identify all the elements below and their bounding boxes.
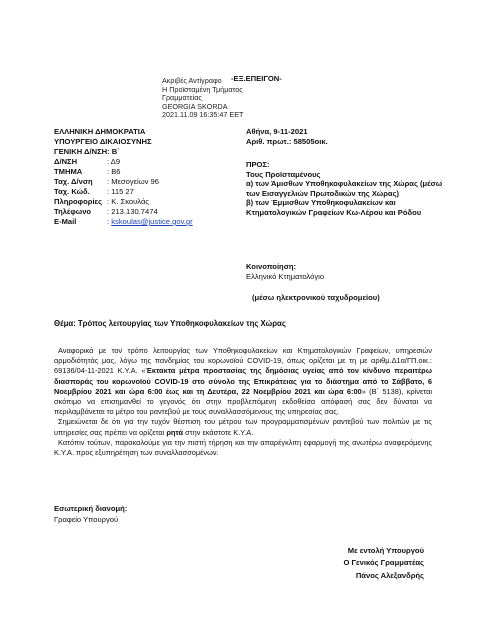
document-meta	[246, 127, 328, 147]
closing-signature	[0, 545, 424, 582]
recipients-heading: ΠΡΟΣ:	[246, 160, 270, 169]
issuer-field-row	[54, 177, 193, 187]
subject-line: Θέμα: Τρόπος λειτουργίας των Υποθηκοφυλακείων της Χώρας	[54, 319, 286, 328]
notification-block	[246, 262, 324, 282]
closing-line: Με εντολή Υπουργού	[347, 546, 424, 555]
signature-line: Ακριβές Αντίγραφο	[162, 76, 222, 85]
issuer-header	[54, 127, 193, 227]
field-key: Ταχ. Κώδ.	[54, 187, 90, 196]
body-text: Σημειώνεται δε ότι για την τυχόν θέσπιση του μέτρου των προγραμματισμένων ραντεβού των πολιτών με τις υπηρεσίες σας πρέπει να ορίζεται	[54, 417, 432, 437]
body-paragraph	[54, 346, 432, 417]
field-key: E-Mail	[54, 217, 77, 226]
field-key: ΤΜΗΜΑ	[54, 167, 83, 176]
email-separator: :	[107, 217, 112, 226]
body-bold-text: ρητά	[166, 427, 184, 437]
field-value: : 115 27	[107, 187, 134, 196]
delivery-method: (μέσω ηλεκτρονικού ταχυδρομείου)	[252, 293, 380, 302]
issuer-field-row	[54, 157, 193, 167]
internal-distribution	[54, 504, 127, 525]
recipient-item: β) των Έμμισθων Υποθηκοφυλακείων και Κτηματολογικών Γραφείων Κω-Λέρου και Ρόδου	[246, 198, 422, 217]
body-paragraph: Κατόπιν τούτων, παρακαλούμε για την πιστή τήρηση και την απαρέγκλιτη εφαρμογή της ανωτέρω αναφερόμενης Κ.Υ.Α. προς εξυπηρέτηση των συναλλασσομένων.	[54, 437, 432, 458]
field-key: Ταχ. Δ/νση	[54, 177, 93, 186]
signature-timestamp: 2021.11.09 16:35:47 EET	[162, 110, 244, 120]
signature-line: GEORGIA SKORDA	[162, 101, 228, 111]
signature-line: Γραμματείας	[162, 93, 202, 103]
body-bold-text: Έκτακτα μέτρα προστασίας της δημόσιας υγείας από τον κίνδυνο περαιτέρω διασποράς του κορωνοϊού COVID-19 στο σύνολο της Επικράτειας για το διάστημα από το Σάββατο, 6 Νοεμβρίου 2021 και ώρα 6:00 έως και τη Δευτέρα, 22 Νοεμβρίου 2021 και ώρα 6:00	[54, 366, 432, 396]
field-value: : Μεσογείων 96	[107, 177, 159, 186]
protocol-number: Αριθ. πρωτ.: 58505οικ.	[246, 137, 328, 146]
document-date: Αθήνα, 9-11-2021	[246, 127, 308, 136]
field-value	[107, 217, 193, 227]
issuer-field-row	[54, 187, 193, 197]
notification-heading: Κοινοποίηση:	[246, 262, 297, 271]
letter-body	[54, 346, 432, 458]
field-key: Τηλέφωνο	[54, 207, 92, 216]
issuer-general-directorate: ΓΕΝΙΚΗ Δ/ΝΣΗ: Β΄	[54, 147, 120, 156]
field-key: Πληροφορίες	[54, 197, 103, 206]
field-value: : 213.130.7474	[107, 207, 158, 216]
signatory-name: Πάνος Αλεξανδρής	[355, 570, 424, 580]
distribution-heading: Εσωτερική διανομή:	[54, 504, 128, 513]
field-value: : Κ. Σκουλάς	[107, 197, 150, 206]
body-paragraph	[54, 417, 432, 437]
distribution-item: Γραφείο Υπουργού	[54, 514, 119, 524]
urgency-stamp: -ΕΞ.ΕΠΕΙΓΟΝ-	[231, 74, 282, 83]
signature-line: Η Προϊσταμένη Τμήματος	[162, 84, 243, 94]
email-link[interactable]: kskoulas@justice.gov.gr	[111, 217, 193, 226]
issuer-field-row	[54, 207, 193, 217]
recipients-block	[246, 160, 446, 218]
closing-line: Ο Γενικός Γραμματέας	[343, 558, 424, 568]
body-text: Αναφορικά με τον τρόπο λειτουργίας των Υποθηκοφυλακείων και Κτηματολογικών Γραφείων, υπηρεσιών αρμοδιότητάς μας, λόγω της πανδημίας του κορωνοϊού COVID-19, όπως ορίζεται με τη με αριθμ.Δ1α/ΓΠ.οικ.: 69136/04-11-2021 Κ.Υ.Α. «	[54, 346, 432, 376]
field-value: : Β6	[107, 167, 121, 176]
body-text: » (Β΄ 5138), κρίνεται σκόπιμο να επισημανθεί το γεγονός ότι στην προβλεπόμενη εκδοθείσα απόφασή σας δεν δύναται να περιλαμβάνεται το μέτρο του ραντεβού με τους συναλλασσόμενους της υπηρεσίας σας.	[54, 386, 433, 417]
issuer-field-row	[54, 217, 193, 227]
issuer-ministry: ΥΠΟΥΡΓΕΙΟ ΔΙΚΑΙΟΣΥΝΗΣ	[54, 137, 152, 146]
recipient-item: α) των Άμισθων Υποθηκοφυλακείων της Χώρας (μέσω των Εισαγγελιών Πρωτοδικών της Χώρας)	[246, 179, 443, 198]
field-key: Δ/ΝΣΗ	[54, 157, 78, 166]
field-value: : Δ9	[107, 157, 121, 166]
issuer-field-row	[54, 197, 193, 207]
issuer-field-row	[54, 167, 193, 177]
digital-signature-block	[162, 77, 243, 120]
recipient-item: Τους Προϊσταμένους	[246, 169, 321, 179]
notification-recipient: Ελληνικό Κτηματολόγιο	[246, 272, 325, 281]
body-text: στην εκάστοτε Κ.Υ.Α.	[183, 427, 254, 437]
issuer-republic: ΕΛΛΗΝΙΚΗ ΔΗΜΟΚΡΑΤΙΑ	[54, 127, 146, 136]
